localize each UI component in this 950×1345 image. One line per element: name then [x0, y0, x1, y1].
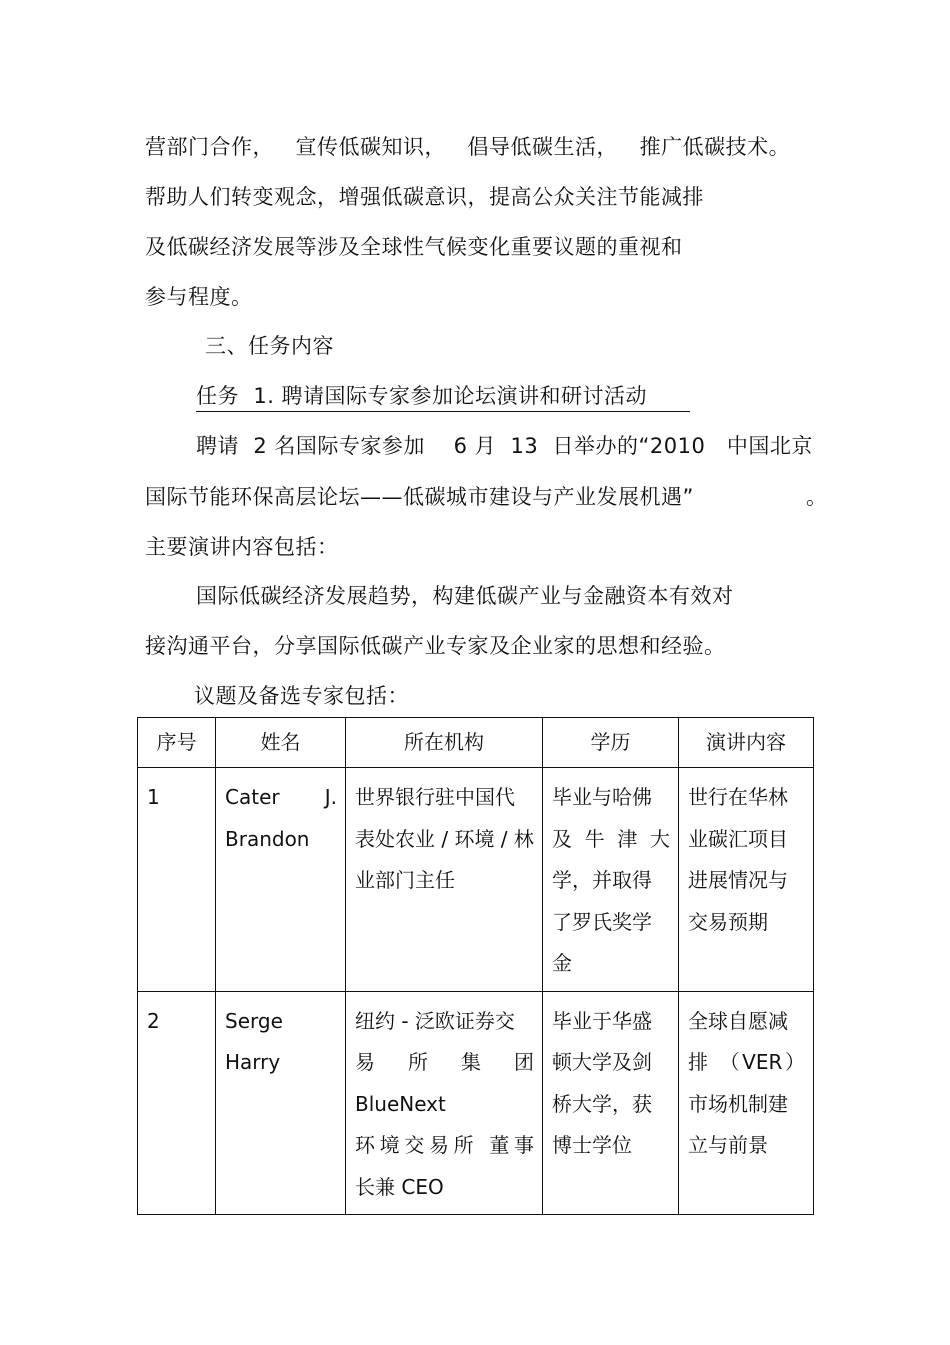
edu-line: 顿大学及剑: [552, 1050, 652, 1074]
paragraph-line: 国际低碳经济发展趋势，构建低碳产业与金融资本有效对: [196, 584, 734, 608]
header-topic: 演讲内容: [679, 718, 814, 768]
cell-no: 2: [138, 991, 216, 1215]
edu-line: 桥大学，获: [552, 1091, 652, 1116]
org-line: 长兼 CEO: [355, 1174, 444, 1199]
cell-name: [216, 768, 346, 992]
cell-topic: [679, 991, 814, 1215]
name-part: Cater: [225, 785, 280, 809]
header-edu: 学历: [543, 718, 679, 768]
name-part: Harry: [225, 1050, 281, 1074]
paragraph-line: 参与程度。: [145, 285, 253, 309]
edu-line: 金: [552, 951, 572, 975]
name-part: Serge: [225, 1008, 283, 1033]
paragraph-line: 主要演讲内容包括：: [145, 535, 339, 559]
topic-line: 交易预期: [688, 909, 768, 934]
cell-no: 1: [138, 768, 216, 992]
name-part: J.: [324, 785, 337, 809]
paragraph-line: 议题及备选专家包括：: [194, 684, 409, 708]
name-line: [225, 777, 337, 819]
paragraph-punctuation: 。: [806, 485, 828, 509]
table-header-row: [138, 718, 814, 768]
cell-org: [346, 768, 543, 992]
paragraph-line: 帮助人们转变观念，增强低碳意识，提高公众关注节能减排: [145, 185, 704, 209]
paragraph-line: 国际节能环保高层论坛——低碳城市建设与产业发展机遇”: [145, 485, 694, 509]
edu-line: 毕业于华盛: [552, 1008, 652, 1033]
org-line: 表处农业 / 环境 / 林: [355, 826, 534, 851]
experts-table: [137, 717, 814, 1215]
org-line: 世界银行驻中国代: [355, 785, 515, 809]
org-line: 纽约 - 泛欧证券交: [355, 1008, 515, 1033]
table-row: [138, 991, 814, 1215]
paragraph-line: 营部门合作， 宣传低碳知识， 倡导低碳生活， 推广低碳技术。: [145, 135, 791, 159]
topic-line: 世行在华林: [688, 785, 788, 809]
org-line: 业部门主任: [355, 868, 455, 892]
topic-line: 立与前景: [688, 1133, 768, 1157]
paragraph-line: 及低碳经济发展等涉及全球性气候变化重要议题的重视和: [145, 235, 683, 259]
table-row: [138, 768, 814, 992]
cell-name: [216, 991, 346, 1215]
name-part: Brandon: [225, 826, 310, 851]
edu-line: 了罗氏奖学: [552, 909, 652, 934]
paragraph-line: 聘请 2 名国际专家参加 6 月 13 日举办的“2010 中国北京: [196, 434, 813, 458]
cell-org: [346, 991, 543, 1215]
topic-line: 全球自愿减: [688, 1008, 788, 1033]
header-name: 姓名: [216, 718, 346, 768]
org-line: 易 所 集 团: [355, 1050, 534, 1074]
paragraph-line: 接沟通平台，分享国际低碳产业专家及企业家的思想和经验。: [145, 634, 726, 658]
header-no: 序号: [138, 718, 216, 768]
cell-edu: [543, 991, 679, 1215]
task-heading: 任务 1. 聘请国际专家参加论坛演讲和研讨活动: [196, 382, 690, 412]
topic-line: 业碳汇项目: [688, 826, 788, 851]
topic-line: 进展情况与: [688, 868, 788, 892]
edu-line: 学，并取得: [552, 868, 652, 892]
topic-line: 排 （VER）: [688, 1050, 805, 1074]
edu-line: 及 牛 津 大: [552, 826, 670, 851]
org-line: BlueNext: [355, 1091, 446, 1116]
org-line: 环境交易所 董事: [355, 1133, 534, 1157]
topic-line: 市场机制建: [688, 1091, 788, 1116]
edu-line: 毕业与哈佛: [552, 785, 652, 809]
cell-topic: [679, 768, 814, 992]
header-org: 所在机构: [346, 718, 543, 768]
edu-line: 博士学位: [552, 1133, 632, 1157]
section-heading: 三、任务内容: [205, 334, 334, 358]
cell-edu: [543, 768, 679, 992]
